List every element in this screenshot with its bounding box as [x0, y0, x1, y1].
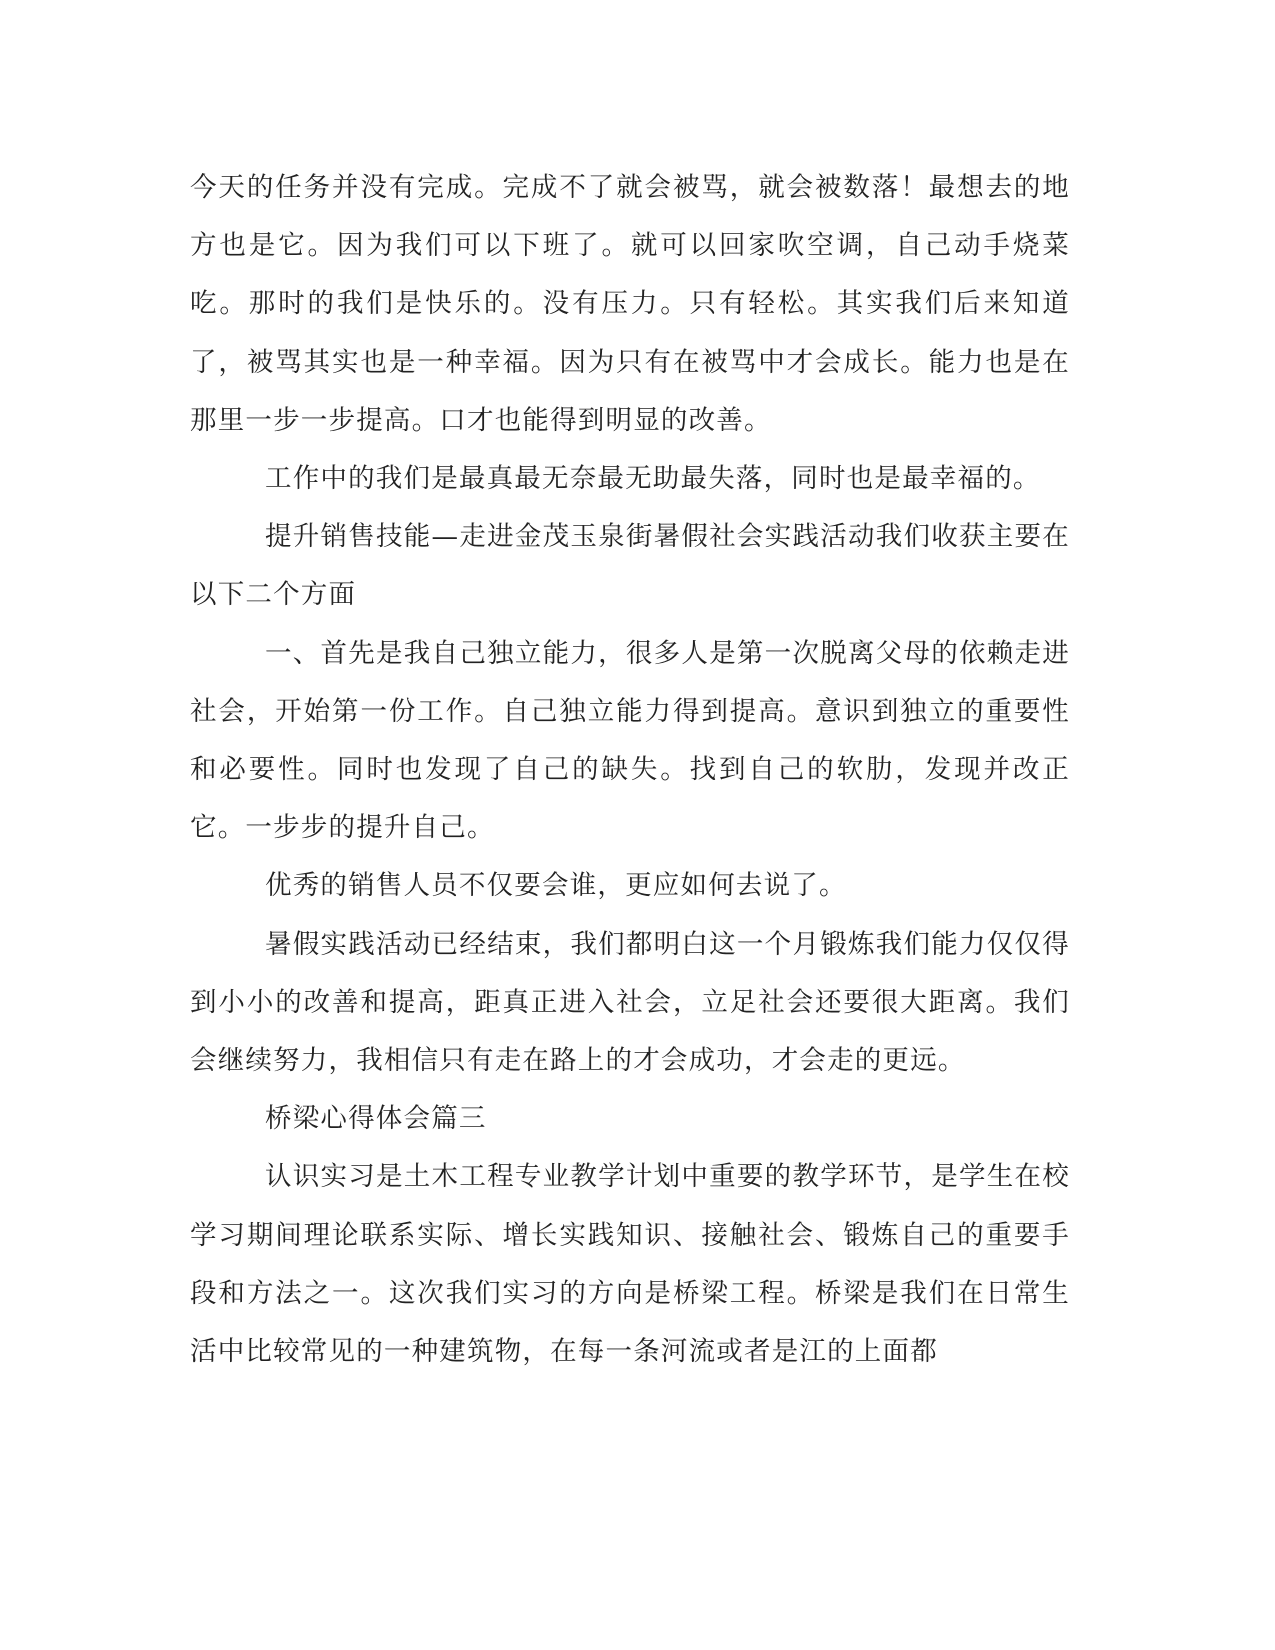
section-heading: 桥梁心得体会篇三	[265, 1103, 487, 1135]
paragraph-4: 一、首先是我自己独立能力，很多人是第一次脱离父母的依赖走进社会，开始第一份工作。自己独立能力得到提高。意识到独立的重要性和必要性。同时也发现了自己的缺失。找到自己的软肋，发现并改正它。一步步的提升自己。	[190, 637, 1070, 844]
paragraph-1: 今天的任务并没有完成。完成不了就会被骂，就会被数落！最想去的地方也是它。因为我们可以下班了。就可以回家吹空调，自己动手烧菜吃。那时的我们是快乐的。没有压力。只有轻松。其实我们后来知道了，被骂其实也是一种幸福。因为只有在被骂中才会成长。能力也是在那里一步一步提高。口才也能得到明显的改善。	[190, 172, 1070, 436]
paragraph-3: 提升销售技能—走进金茂玉泉街暑假社会实践活动我们收获主要在以下二个方面	[190, 521, 1070, 611]
paragraph-5: 优秀的销售人员不仅要会谁，更应如何去说了。	[265, 870, 847, 902]
paragraph-7: 认识实习是土木工程专业教学计划中重要的教学环节，是学生在校学习期间理论联系实际、增长实践知识、接触社会、锻炼自己的重要手段和方法之一。这次我们实习的方向是桥梁工程。桥梁是我们在日常生活中比较常见的一种建筑物，在每一条河流或者是江的上面都	[190, 1161, 1070, 1368]
paragraph-6: 暑假实践活动已经结束，我们都明白这一个月锻炼我们能力仅仅得到小小的改善和提高，距真正进入社会，立足社会还要很大距离。我们会继续努力，我相信只有走在路上的才会成功，才会走的更远。	[190, 928, 1070, 1077]
document-body	[190, 159, 1070, 1381]
paragraph-2: 工作中的我们是最真最无奈最无助最失落，同时也是最幸福的。	[265, 463, 1041, 495]
